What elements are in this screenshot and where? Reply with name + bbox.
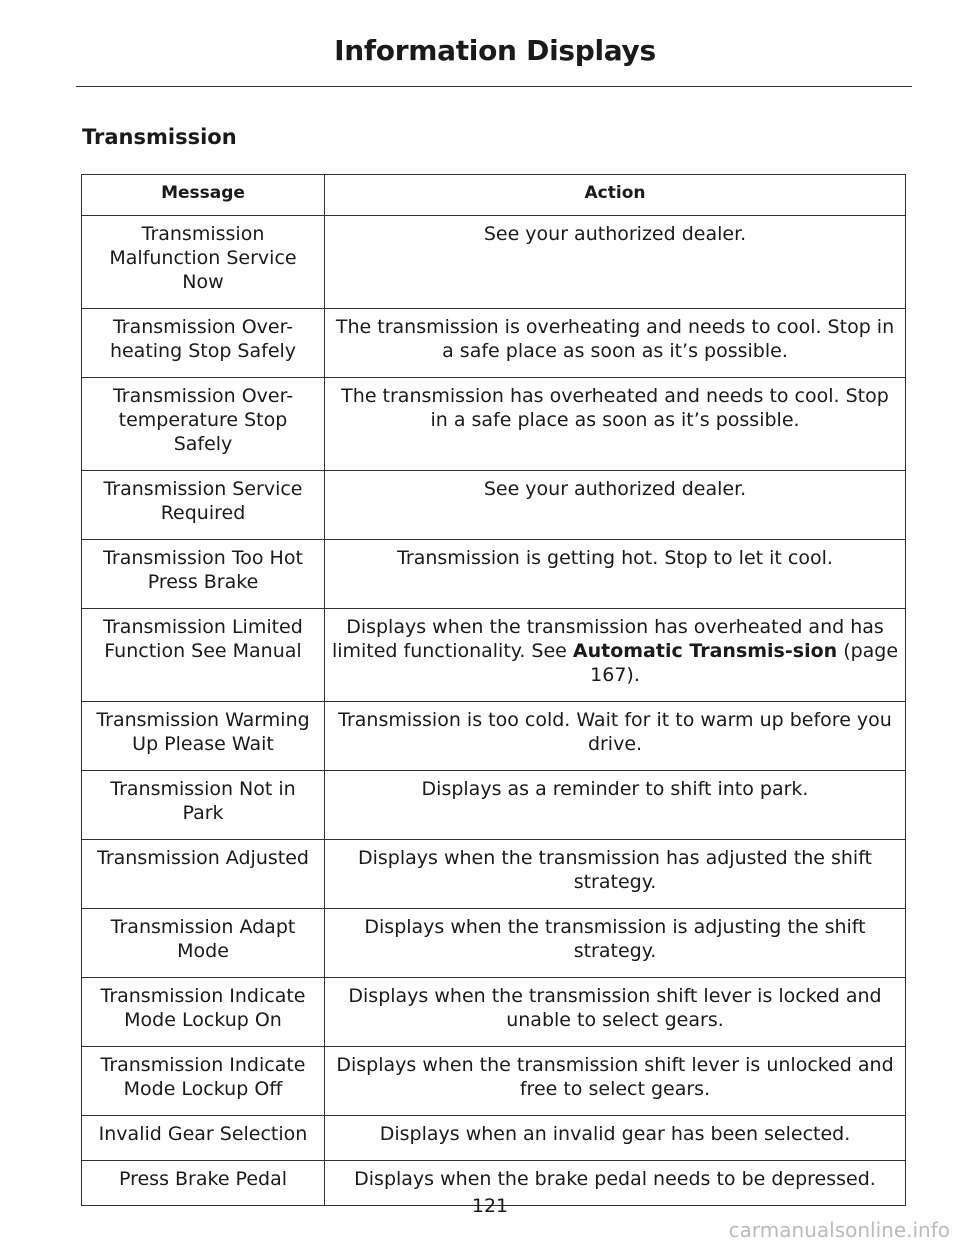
action-cell: Displays when the transmission shift lever is unlocked and free to select gears. [325, 1047, 906, 1116]
action-cell: See your authorized dealer. [325, 471, 906, 540]
cross-reference-link[interactable]: Automatic Transmis-sion [572, 640, 838, 662]
page-header-title: Information Displays [334, 34, 656, 67]
page-number: 121 [471, 1195, 509, 1217]
table-row [82, 540, 906, 609]
message-cell: Transmission Adapt Mode [82, 909, 325, 978]
message-cell: Transmission Malfunction Service Now [82, 216, 325, 309]
message-cell: Press Brake Pedal [82, 1161, 325, 1206]
column-header-message: Message [82, 175, 325, 216]
column-header-action: Action [325, 175, 906, 216]
message-cell: Invalid Gear Selection [82, 1116, 325, 1161]
action-cell: The transmission is overheating and needs to cool. Stop in a safe place as soon as it’s possible. [325, 309, 906, 378]
table-row [82, 216, 906, 309]
table-row [82, 978, 906, 1047]
table-row [82, 609, 906, 702]
message-cell: Transmission Indicate Mode Lockup Off [82, 1047, 325, 1116]
message-cell: Transmission Over-temperature Stop Safely [82, 378, 325, 471]
table-row [82, 840, 906, 909]
action-cell: See your authorized dealer. [325, 216, 906, 309]
table-row [82, 909, 906, 978]
message-cell: Transmission Indicate Mode Lockup On [82, 978, 325, 1047]
table-header-row [82, 175, 906, 216]
message-cell: Transmission Not in Park [82, 771, 325, 840]
action-cell: Displays when the transmission is adjusting the shift strategy. [325, 909, 906, 978]
message-cell: Transmission Service Required [82, 471, 325, 540]
action-cell [325, 609, 906, 702]
table-row [82, 309, 906, 378]
message-cell: Transmission Too Hot Press Brake [82, 540, 325, 609]
action-cell: Transmission is getting hot. Stop to let it cool. [325, 540, 906, 609]
table-row [82, 1116, 906, 1161]
watermark: carmanualsonline.info [728, 1218, 950, 1242]
table-row [82, 702, 906, 771]
section-title: Transmission [82, 125, 237, 149]
message-cell: Transmission Adjusted [82, 840, 325, 909]
action-cell: Displays when the brake pedal needs to be depressed. [325, 1161, 906, 1206]
header-divider [76, 86, 912, 87]
action-cell: Displays when an invalid gear has been selected. [325, 1116, 906, 1161]
action-cell: Displays when the transmission shift lever is locked and unable to select gears. [325, 978, 906, 1047]
message-cell: Transmission Limited Function See Manual [82, 609, 325, 702]
action-cell: Displays as a reminder to shift into park. [325, 771, 906, 840]
transmission-messages-table [81, 174, 906, 1206]
page-reference: (page 167). [590, 640, 899, 686]
message-cell: Transmission Warming Up Please Wait [82, 702, 325, 771]
action-cell: Transmission is too cold. Wait for it to warm up before you drive. [325, 702, 906, 771]
table-row [82, 771, 906, 840]
action-text: Displays when the transmission has overheated and has limited functionality. See [331, 616, 884, 662]
table-row [82, 471, 906, 540]
action-cell: The transmission has overheated and needs to cool. Stop in a safe place as soon as it’s possible. [325, 378, 906, 471]
table-row [82, 378, 906, 471]
action-cell: Displays when the transmission has adjusted the shift strategy. [325, 840, 906, 909]
message-cell: Transmission Over-heating Stop Safely [82, 309, 325, 378]
table-row [82, 1047, 906, 1116]
